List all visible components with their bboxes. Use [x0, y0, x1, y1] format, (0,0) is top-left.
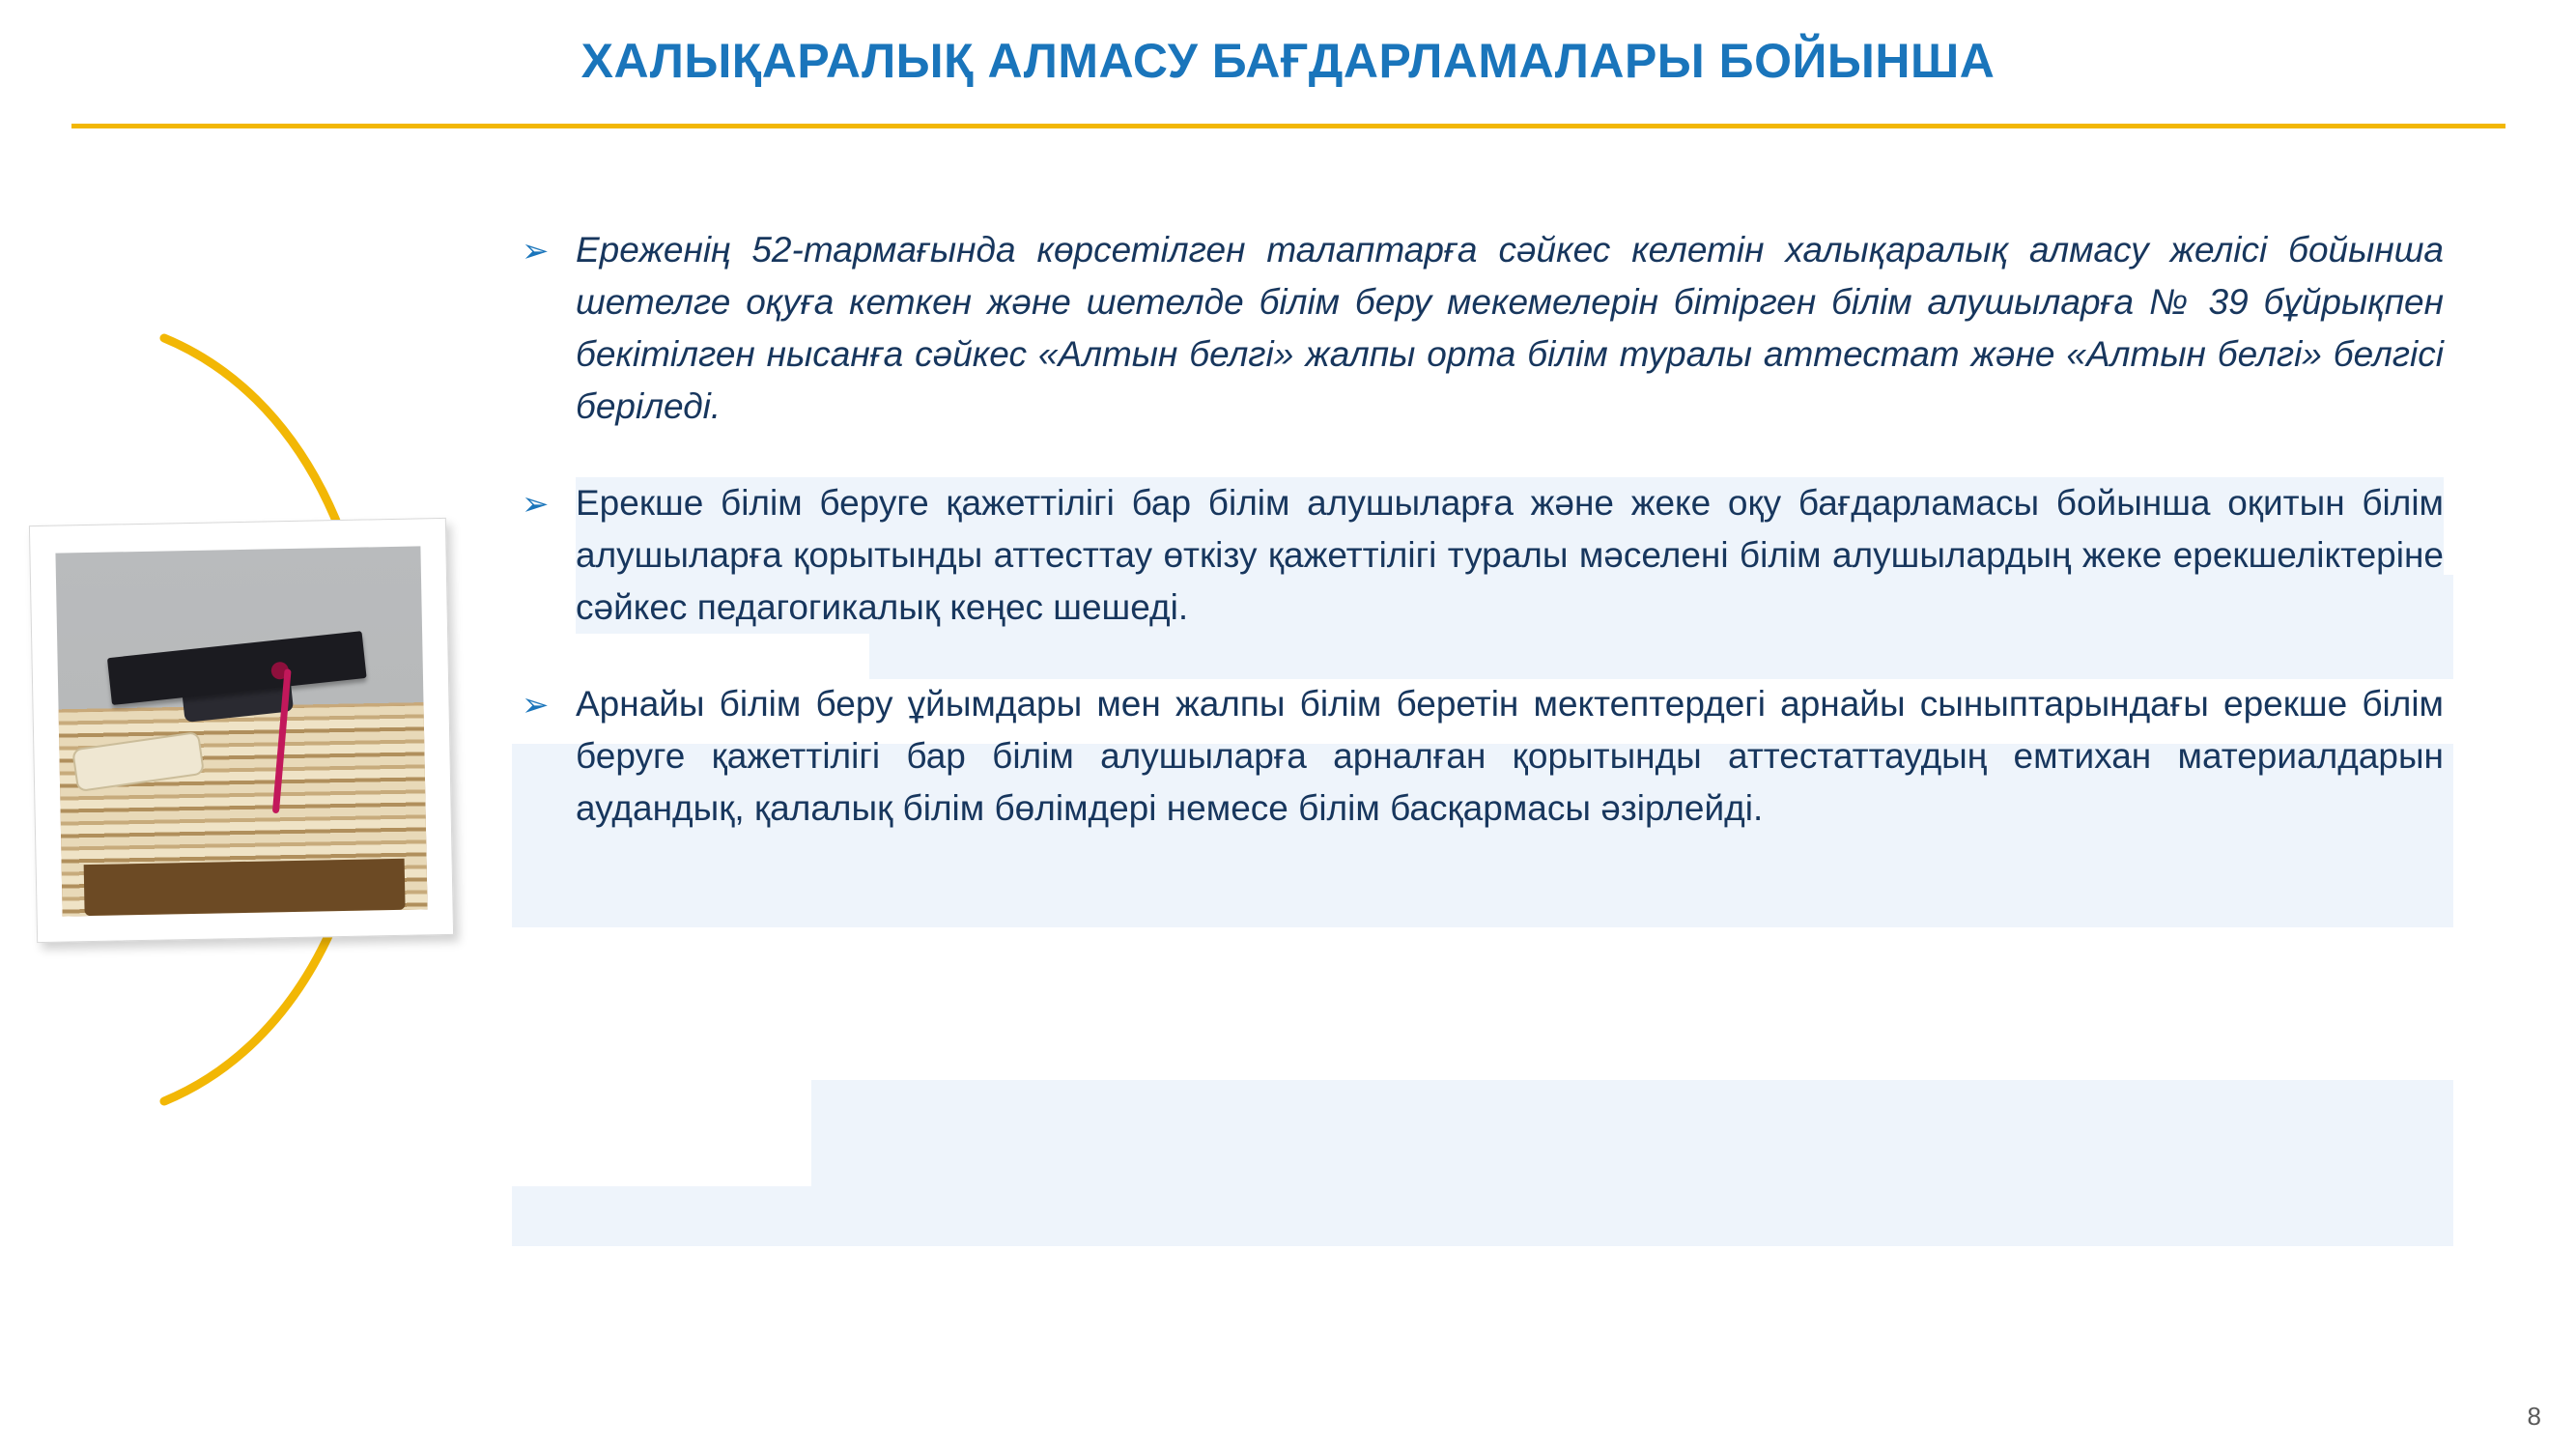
page-number: 8: [2527, 1402, 2541, 1431]
graduation-photo: [55, 546, 427, 916]
list-item: [522, 678, 2444, 835]
list-item: [522, 477, 2444, 634]
bullet-list: [522, 224, 2444, 879]
highlight-band: [512, 1186, 2453, 1246]
highlight-band: [811, 1080, 2453, 1186]
graduation-photo-frame: [29, 518, 454, 943]
bullet-arrow-icon: ➢: [522, 687, 550, 724]
bullet-arrow-icon: ➢: [522, 233, 550, 270]
list-item-text: Арнайы білім беру ұйымдары мен жалпы білім беретін мектептердегі арнайы сыныптарындағы ерекше білім беруге қажеттілігі бар білім алушыларға арналған қорытынды аттестаттаудың емтихан материалдарын аудандық, қалалық білім бөлімдері немесе білім басқармасы әзірлейді.: [576, 684, 2444, 829]
list-item-text: Ереженің 52-тармағында көрсетілген талаптарға сәйкес келетін халықаралық алмасу желісі бойынша шетелге оқуға кеткен және шетелде білім беру мекемелерін бітірген білім алушыларға № 39 бұйрықпен бекітілген нысанға сәйкес «Алтын белгі» жалпы орта білім туралы аттестат және «Алтын белгі» белгісі беріледі.: [576, 230, 2444, 427]
book-cover-icon: [83, 859, 406, 916]
bullet-arrow-icon: ➢: [522, 486, 550, 524]
page-title: ХАЛЫҚАРАЛЫҚ АЛМАСУ БАҒДАРЛАМАЛАРЫ БОЙЫНША: [580, 34, 1996, 88]
list-item-text: Ерекше білім беруге қажеттілігі бар білім алушыларға және жеке оқу бағдарламасы бойынша оқитын білім алушыларға қорытынды аттесттау өткізу қажеттілігі туралы мәселені білім алушылардың жеке ерекшеліктеріне сәйкес педагогикалық кеңес шешеді.: [576, 477, 2444, 634]
list-item: [522, 224, 2444, 433]
title-divider: [71, 124, 2505, 128]
